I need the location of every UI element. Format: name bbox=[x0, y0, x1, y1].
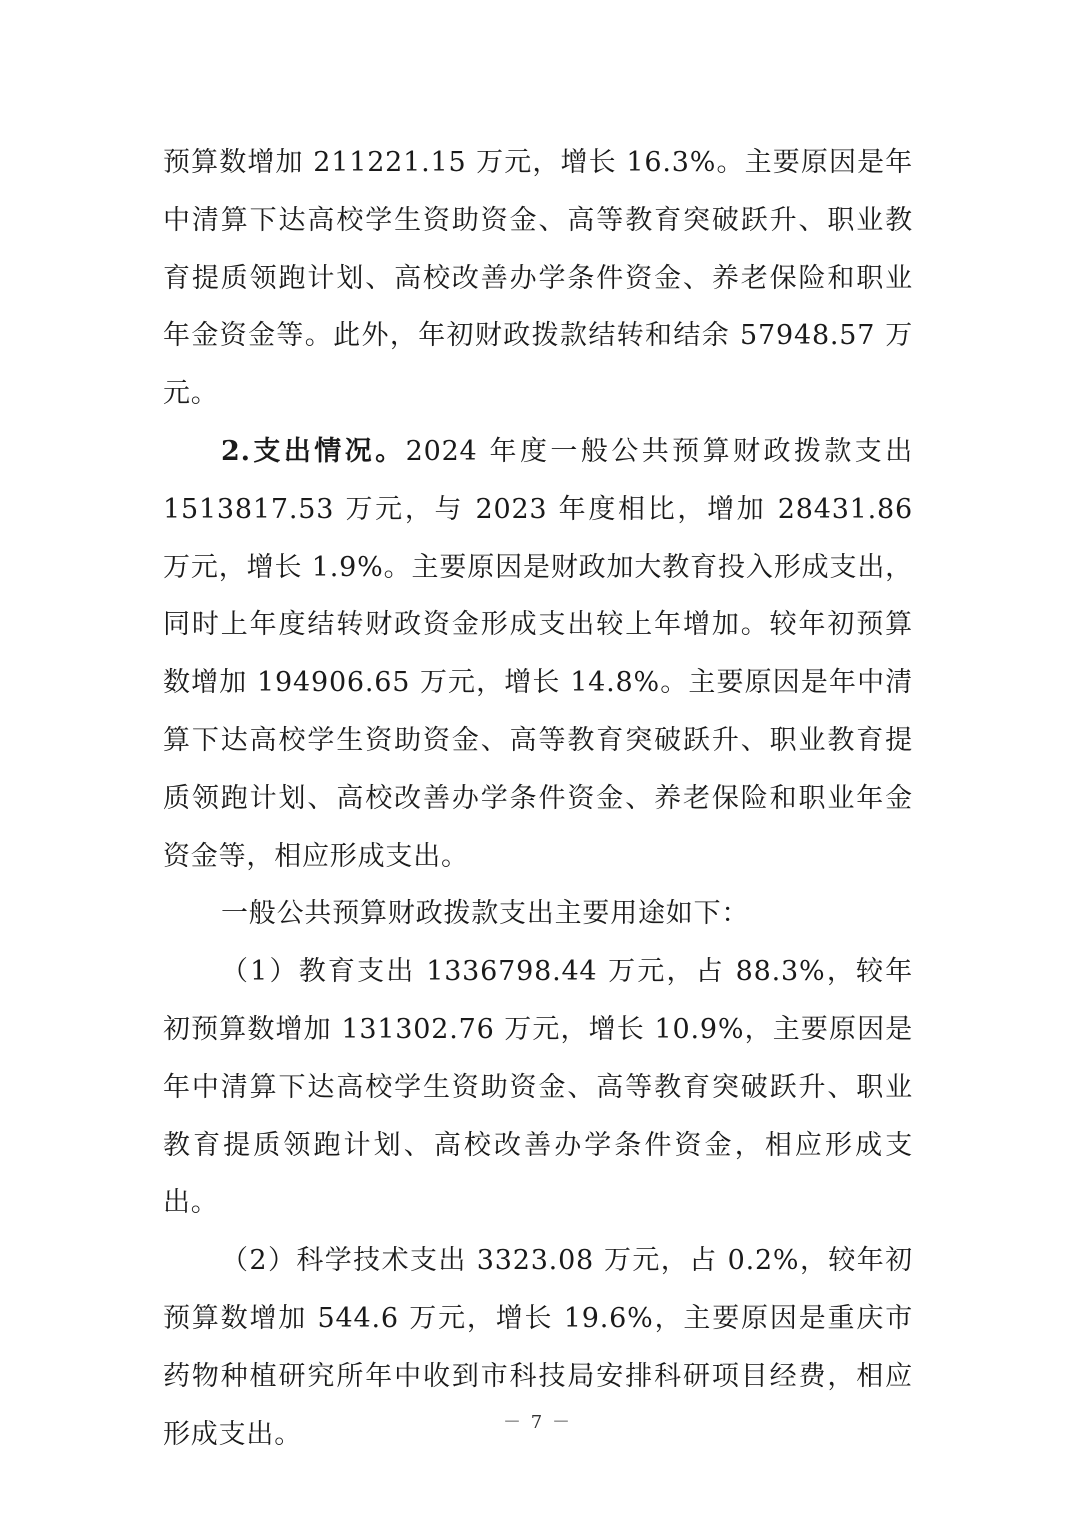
paragraph-text: （1）教育支出 1336798.44 万元，占 88.3%，较年初预算数增加 131302.76 万元，增长 10.9%，主要原因是年中清算下达高校学生资助资金、高等教育突破跃升、职业教育提质领跑计划、高校改善办学条件资金，相应形成支出。 bbox=[163, 956, 913, 1219]
paragraph-text: 预算数增加 211221.15 万元，增长 16.3%。主要原因是年中清算下达高校学生资助资金、高等教育突破跃升、职业教育提质领跑计划、高校改善办学条件资金、养老保险和职业年金资金等。此外，年初财政拨款结转和结余 57948.57 万元。 bbox=[163, 147, 913, 410]
paragraph-text: （2）科学技术支出 3323.08 万元，占 0.2%，较年初预算数增加 544.6 万元，增长 19.6%，主要原因是重庆市药物种植研究所年中收到市科技局安排科研项目经费，相应形成支出。 bbox=[163, 1245, 913, 1450]
paragraph-text: 2024 年度一般公共预算财政拨款支出 1513817.53 万元，与 2023 年度相比，增加 28431.86 万元，增长 1.9%。主要原因是财政加大教育投入形成支出，同时上年度结转财政资金形成支出较上年增加。较年初预算数增加 194906.65 万元，增长 14.8%。主要原因是年中清算下达高校学生资助资金、高等教育突破跃升、职业教育提质领跑计划、高校改善办学条件资金、养老保险和职业年金资金等，相应形成支出。 bbox=[163, 435, 913, 872]
paragraph-expenditure-overview bbox=[163, 423, 913, 885]
section-heading: 2.支出情况。 bbox=[221, 435, 406, 467]
body-text bbox=[163, 134, 913, 1463]
paragraph-text: 一般公共预算财政拨款支出主要用途如下： bbox=[221, 898, 750, 930]
paragraph-budget-increase bbox=[163, 134, 913, 423]
page-number: － 7 － bbox=[503, 1412, 572, 1433]
paragraph-education-expenditure bbox=[163, 943, 913, 1232]
paragraph-main-uses-intro bbox=[163, 885, 913, 943]
